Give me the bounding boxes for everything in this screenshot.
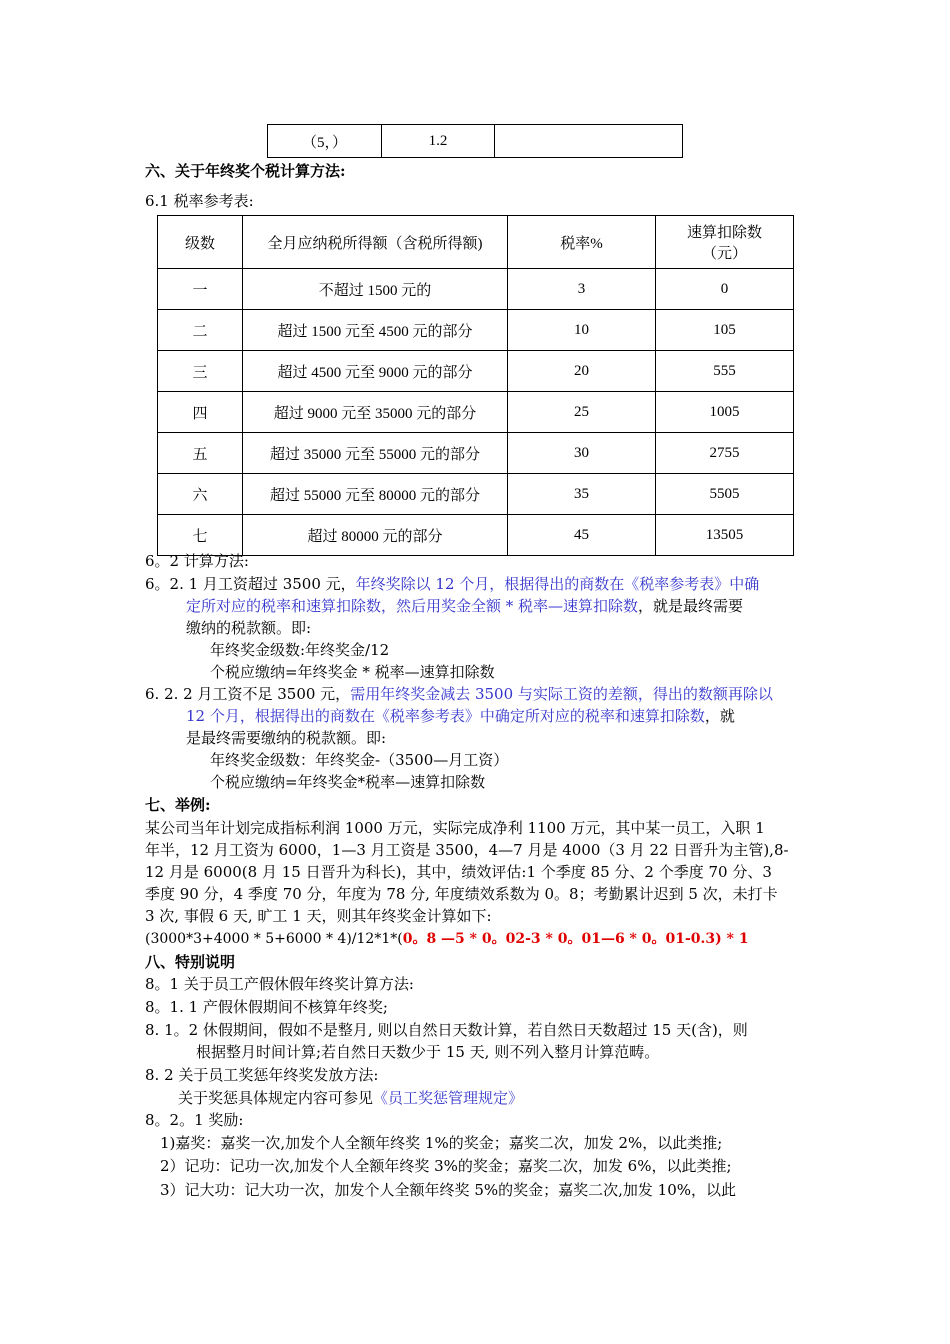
formula-tax-payable: 个税应缴纳=年终奖金 * 税率—速算扣除数: [210, 663, 495, 681]
formula-tax-payable: 个税应缴纳=年终奖金*税率—速算扣除数: [210, 773, 486, 791]
table-cell: 25: [508, 392, 656, 433]
para-6-2-1-line1: 6。2. 1 月工资超过 3500 元，年终奖除以 12 个月，根据得出的商数在《税率参考表》中确: [145, 575, 760, 593]
formula-bonus-level: 年终奖金级数:年终奖金/12: [210, 641, 390, 659]
formula-bonus-level: 年终奖金级数：年终奖金-（3500—月工资）: [210, 751, 509, 769]
example-line: 年半，12 月工资为 6000，1—3 月工资是 3500，4—7 月是 4000（3 月 22 日晋升为主管),8-: [145, 841, 789, 859]
table-row: [158, 474, 794, 515]
column-header: 级数: [158, 216, 243, 269]
section-6-title: 六、关于年终奖个税计算方法:: [145, 162, 346, 180]
para-8-1-1: 8。1. 1 产假休假期间不核算年终奖;: [145, 998, 388, 1016]
table-cell: 0: [656, 269, 794, 310]
top-table-fragment: [267, 124, 683, 158]
tax-rate-table: [157, 215, 794, 556]
section-8-2-heading: 8. 2 关于员工奖惩年终奖发放方法:: [145, 1066, 379, 1084]
table-cell: 超过 35000 元至 55000 元的部分: [243, 433, 508, 474]
reward-rules-link[interactable]: 《员工奖惩管理规定》: [373, 1089, 524, 1107]
table-cell: 三: [158, 351, 243, 392]
section-8-title: 八、特别说明: [145, 953, 236, 971]
column-header: 速算扣除数 （元）: [656, 216, 794, 269]
column-header: 税率%: [508, 216, 656, 269]
table-cell: 超过 9000 元至 35000 元的部分: [243, 392, 508, 433]
section-6-1-heading: 6.1 税率参考表:: [145, 192, 254, 210]
reference-line: 关于奖惩具体规定内容可参见《员工奖惩管理规定》: [178, 1089, 524, 1107]
section-8-2-1-heading: 8。2。1 奖励:: [145, 1111, 244, 1129]
table-cell: 45: [508, 515, 656, 556]
table-row: [158, 515, 794, 556]
example-line: 3 次, 事假 6 天, 旷工 1 天，则其年终奖金计算如下:: [145, 907, 492, 925]
para-6-2-2-line1: 6. 2. 2 月工资不足 3500 元，需用年终奖金减去 3500 与实际工资的差额，得出的数额再除以: [145, 685, 773, 703]
table-row: [158, 433, 794, 474]
example-line: 季度 90 分，4 季度 70 分，年度为 78 分, 年度绩效系数为 0。8；考勤累计迟到 5 次，未打卡: [145, 885, 778, 903]
reward-item: 3）记大功：记大功一次，加发个人全额年终奖 5%的奖金；嘉奖二次,加发 10%，以此: [160, 1181, 736, 1199]
table-cell: 超过 4500 元至 9000 元的部分: [243, 351, 508, 392]
table-row: [158, 392, 794, 433]
table-cell: [495, 125, 683, 158]
table-cell: 五: [158, 433, 243, 474]
section-6-2-heading: 6。2 计算方法:: [145, 552, 249, 570]
table-header-row: [158, 216, 794, 269]
table-cell: 超过 80000 元的部分: [243, 515, 508, 556]
table-cell: 555: [656, 351, 794, 392]
table-cell: （5，）: [268, 125, 382, 158]
table-row: [268, 125, 683, 158]
example-formula: (3000*3+4000 * 5+6000 * 4)/12*1*(0。8 —5 * 0。02-3 * 0。01—6 * 0。01-0.3) * 1: [145, 931, 749, 947]
table-cell: 10: [508, 310, 656, 351]
example-line: 某公司当年计划完成指标利润 1000 万元，实际完成净利 1100 万元，其中某一员工，入职 1: [145, 819, 765, 837]
table-cell: 超过 55000 元至 80000 元的部分: [243, 474, 508, 515]
table-cell: 30: [508, 433, 656, 474]
table-cell: 13505: [656, 515, 794, 556]
table-cell: 3: [508, 269, 656, 310]
example-line: 12 月是 6000(8 月 15 日晋升为科长)，其中，绩效评估:1 个季度 85 分、2 个季度 70 分、3: [145, 863, 772, 881]
table-cell: 1.2: [382, 125, 495, 158]
para-8-1-2-line2: 根据整月时间计算;若自然日天数少于 15 天, 则不列入整月计算范畴。: [196, 1043, 660, 1061]
column-header: 全月应纳税所得额（含税所得额): [243, 216, 508, 269]
section-8-1-heading: 8。1 关于员工产假休假年终奖计算方法:: [145, 975, 414, 993]
table-cell: 105: [656, 310, 794, 351]
table-cell: 一: [158, 269, 243, 310]
table-row: [158, 310, 794, 351]
table-cell: 四: [158, 392, 243, 433]
para-6-2-1-line2: 定所对应的税率和速算扣除数，然后用奖金全额 * 税率—速算扣除数，就是最终需要: [186, 597, 744, 615]
table-cell: 1005: [656, 392, 794, 433]
para-6-2-2-line2: 12 个月，根据得出的商数在《税率参考表》中确定所对应的税率和速算扣除数，就: [186, 707, 735, 725]
table-row: [158, 351, 794, 392]
table-cell: 20: [508, 351, 656, 392]
reward-item: 2）记功：记功一次,加发个人全额年终奖 3%的奖金；嘉奖二次，加发 6%，以此类推;: [160, 1157, 732, 1175]
para-6-2-1-line3: 缴纳的税款额。即:: [186, 619, 312, 637]
reward-item: 1)嘉奖：嘉奖一次,加发个人全额年终奖 1%的奖金；嘉奖二次，加发 2%，以此类推;: [160, 1134, 723, 1152]
table-cell: 超过 1500 元至 4500 元的部分: [243, 310, 508, 351]
table-cell: 七: [158, 515, 243, 556]
table-cell: 二: [158, 310, 243, 351]
table-cell: 不超过 1500 元的: [243, 269, 508, 310]
table-cell: 5505: [656, 474, 794, 515]
table-cell: 六: [158, 474, 243, 515]
section-7-title: 七、举例:: [145, 796, 211, 814]
table-row: [158, 269, 794, 310]
para-6-2-2-line3: 是最终需要缴纳的税款额。即:: [186, 729, 387, 747]
table-cell: 35: [508, 474, 656, 515]
para-8-1-2-line1: 8. 1。2 休假期间，假如不是整月, 则以自然日天数计算，若自然日天数超过 15 天(含)，则: [145, 1021, 748, 1039]
table-cell: 2755: [656, 433, 794, 474]
